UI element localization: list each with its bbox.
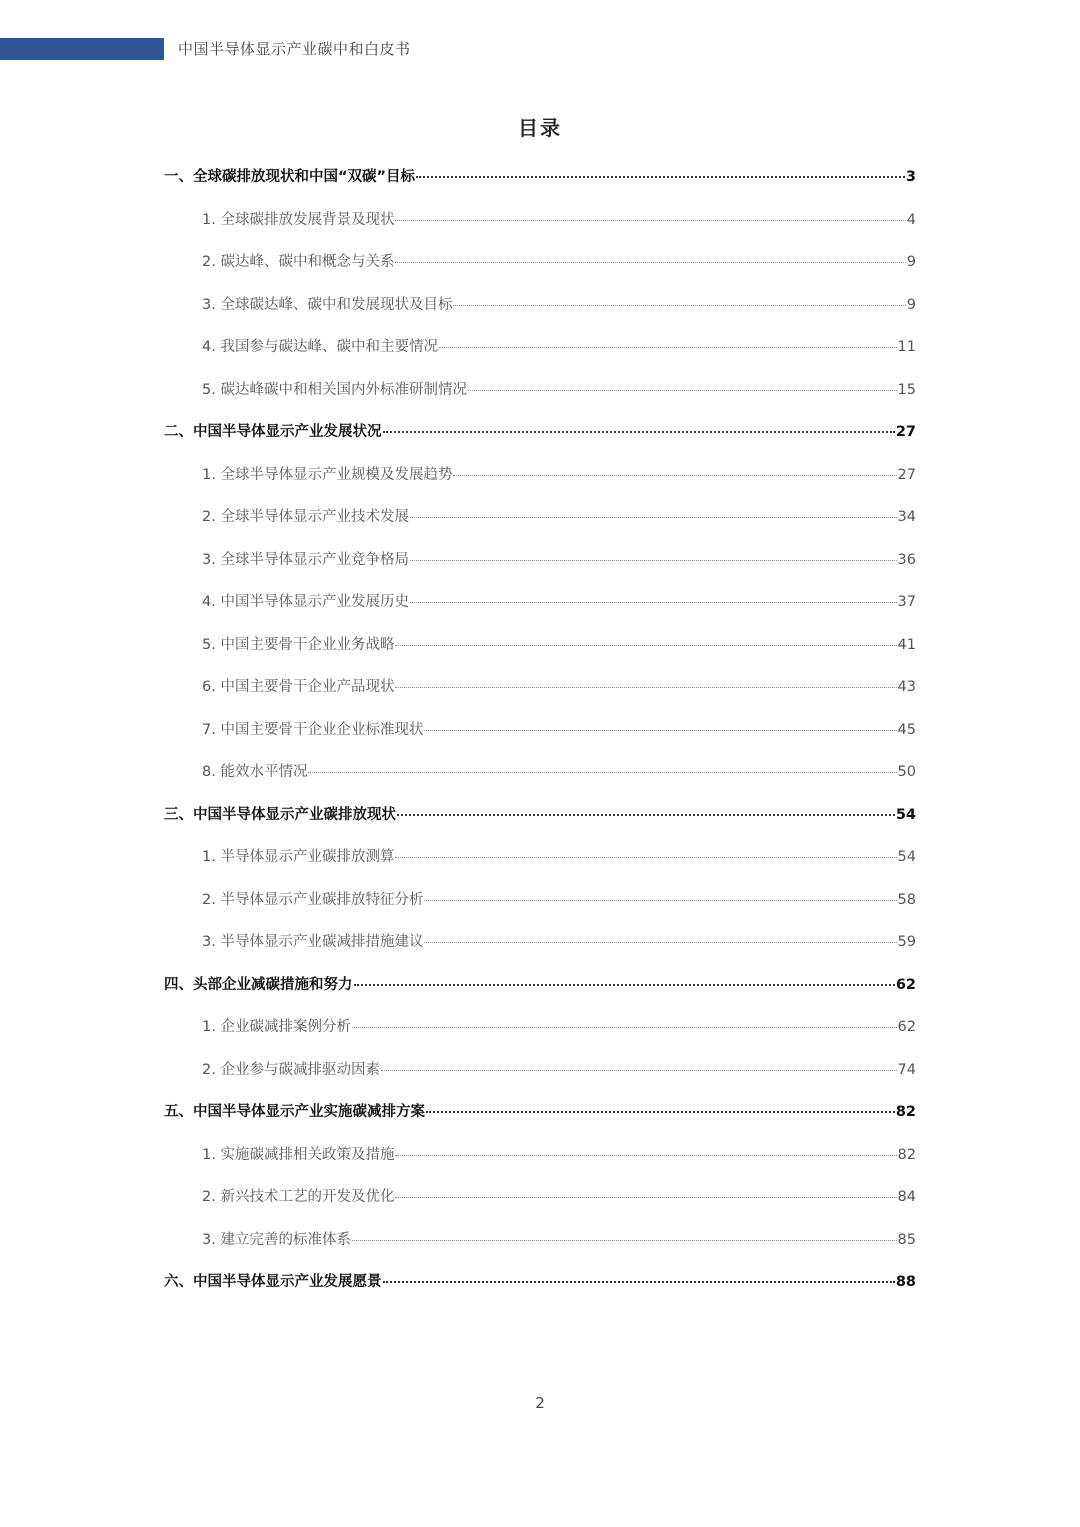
- toc-dot-leader: [395, 644, 896, 646]
- toc-entry-page-number: 36: [897, 551, 916, 568]
- toc-entry-page-number: 9: [906, 254, 916, 270]
- toc-entry-page-number: 34: [897, 509, 916, 525]
- toc-section-entry[interactable]: [164, 719, 916, 762]
- toc-entry-page-number: 54: [897, 849, 916, 865]
- toc-dot-leader: [397, 813, 895, 816]
- toc-dot-leader: [410, 516, 897, 518]
- toc-entry-page-number: 3: [905, 169, 916, 185]
- toc-entry-label: 3. 全球碳达峰、碳中和发展现状及目标: [202, 296, 453, 313]
- toc-entry-label: 8. 能效水平情况: [202, 764, 308, 780]
- toc-section-entry[interactable]: [164, 846, 916, 889]
- toc-dot-leader: [468, 389, 897, 391]
- toc-entry-page-number: 27: [895, 424, 916, 440]
- toc-dot-leader: [395, 1196, 896, 1198]
- toc-dot-leader: [424, 899, 896, 901]
- toc-section-entry[interactable]: [164, 209, 916, 252]
- toc-entry-page-number: 59: [897, 934, 916, 950]
- toc-entry-label: 5. 碳达峰碳中和相关国内外标准研制情况: [202, 381, 467, 398]
- toc-entry-page-number: 4: [906, 211, 916, 228]
- toc-chapter-entry[interactable]: [164, 804, 916, 847]
- toc-entry-label: 三、中国半导体显示产业碳排放现状: [164, 806, 396, 823]
- toc-entry-label: 1. 企业碳减排案例分析: [202, 1019, 351, 1035]
- toc-entry-label: 2. 半导体显示产业碳排放特征分析: [202, 891, 424, 908]
- toc-entry-page-number: 45: [897, 721, 916, 738]
- toc-entry-page-number: 85: [897, 1231, 916, 1248]
- toc-dot-leader: [395, 856, 896, 858]
- toc-entry-page-number: 84: [897, 1189, 916, 1205]
- toc-dot-leader: [395, 261, 905, 263]
- toc-dot-leader: [424, 941, 896, 943]
- toc-entry-label: 四、头部企业减碳措施和努力: [164, 976, 353, 993]
- toc-dot-leader: [383, 1280, 895, 1283]
- toc-entry-label: 1. 全球半导体显示产业规模及发展趋势: [202, 466, 453, 483]
- toc-chapter-entry[interactable]: [164, 1101, 916, 1144]
- toc-entry-page-number: 15: [897, 381, 916, 398]
- toc-entry-label: 3. 半导体显示产业碳减排措施建议: [202, 934, 424, 950]
- toc-dot-leader: [308, 771, 896, 773]
- toc-entry-label: 5. 中国主要骨干企业业务战略: [202, 636, 395, 653]
- toc-section-entry[interactable]: [164, 591, 916, 634]
- header-accent-bar: [0, 38, 164, 60]
- toc-dot-leader: [410, 601, 897, 603]
- toc-entry-label: 2. 新兴技术工艺的开发及优化: [202, 1189, 395, 1205]
- toc-section-entry[interactable]: [164, 1229, 916, 1272]
- toc-entry-page-number: 27: [897, 466, 916, 483]
- toc-entry-page-number: 82: [897, 1146, 916, 1163]
- toc-entry-page-number: 50: [897, 764, 916, 780]
- toc-dot-leader: [383, 430, 895, 433]
- toc-entry-label: 六、中国半导体显示产业发展愿景: [164, 1274, 382, 1290]
- toc-section-entry[interactable]: [164, 464, 916, 507]
- toc-entry-label: 二、中国半导体显示产业发展状况: [164, 424, 382, 440]
- toc-entry-label: 3. 建立完善的标准体系: [202, 1231, 351, 1248]
- toc-title: 目录: [518, 116, 562, 140]
- toc-entry-label: 2. 全球半导体显示产业技术发展: [202, 509, 409, 525]
- toc-entry-label: 2. 企业参与碳减排驱动因素: [202, 1061, 380, 1078]
- toc-entry-label: 6. 中国主要骨干企业产品现状: [202, 679, 395, 695]
- toc-section-entry[interactable]: [164, 1059, 916, 1102]
- toc-entry-label: 4. 我国参与碳达峰、碳中和主要情况: [202, 339, 438, 355]
- toc-entry-label: 五、中国半导体显示产业实施碳减排方案: [164, 1104, 425, 1120]
- toc-section-entry[interactable]: [164, 931, 916, 974]
- toc-section-entry[interactable]: [164, 379, 916, 422]
- toc-dot-leader: [426, 1110, 895, 1113]
- toc-dot-leader: [424, 729, 896, 731]
- toc-dot-leader: [453, 304, 905, 306]
- toc-dot-leader: [395, 219, 905, 221]
- toc-entry-label: 4. 中国半导体显示产业发展历史: [202, 594, 409, 610]
- toc-entry-label: 7. 中国主要骨干企业企业标准现状: [202, 721, 424, 738]
- toc-section-entry[interactable]: [164, 1186, 916, 1229]
- toc-dot-leader: [410, 559, 897, 561]
- toc-entry-page-number: 41: [897, 636, 916, 653]
- toc-entry-label: 3. 全球半导体显示产业竞争格局: [202, 551, 409, 568]
- toc-entry-page-number: 43: [897, 679, 916, 695]
- toc-chapter-entry[interactable]: [164, 421, 916, 464]
- toc-entry-page-number: 54: [895, 806, 916, 823]
- toc-chapter-entry[interactable]: [164, 166, 916, 209]
- toc-section-entry[interactable]: [164, 294, 916, 337]
- toc-entry-page-number: 88: [895, 1274, 916, 1290]
- toc-dot-leader: [352, 1239, 897, 1241]
- toc-entry-page-number: 62: [897, 1019, 916, 1035]
- toc-dot-leader: [416, 175, 905, 178]
- toc-entry-page-number: 11: [897, 339, 916, 355]
- toc-section-entry[interactable]: [164, 634, 916, 677]
- toc-section-entry[interactable]: [164, 889, 916, 932]
- toc-section-entry[interactable]: [164, 1144, 916, 1187]
- page-number: 2: [535, 1394, 545, 1412]
- toc-entry-label: 1. 全球碳排放发展背景及现状: [202, 211, 395, 228]
- toc-dot-leader: [381, 1069, 897, 1071]
- toc-entry-page-number: 37: [897, 594, 916, 610]
- toc-entry-label: 2. 碳达峰、碳中和概念与关系: [202, 254, 395, 270]
- toc-dot-leader: [395, 1154, 896, 1156]
- document-header-title: 中国半导体显示产业碳中和白皮书: [178, 40, 411, 58]
- toc-chapter-entry[interactable]: [164, 974, 916, 1017]
- toc-dot-leader: [453, 474, 896, 476]
- toc-dot-leader: [354, 983, 895, 986]
- toc-entry-page-number: 58: [897, 891, 916, 908]
- toc-entry-page-number: 74: [897, 1061, 916, 1078]
- toc-section-entry[interactable]: [164, 506, 916, 549]
- toc-chapter-entry[interactable]: [164, 1271, 916, 1314]
- table-of-contents: [164, 166, 916, 1314]
- toc-section-entry[interactable]: [164, 761, 916, 804]
- toc-dot-leader: [352, 1026, 897, 1028]
- toc-entry-label: 1. 半导体显示产业碳排放测算: [202, 849, 395, 865]
- toc-entry-page-number: 62: [895, 976, 916, 993]
- toc-entry-label: 1. 实施碳减排相关政策及措施: [202, 1146, 395, 1163]
- toc-entry-page-number: 82: [895, 1104, 916, 1120]
- toc-entry-label: 一、全球碳排放现状和中国“双碳”目标: [164, 169, 416, 185]
- toc-section-entry[interactable]: [164, 336, 916, 379]
- toc-dot-leader: [395, 686, 896, 688]
- toc-dot-leader: [439, 346, 897, 348]
- toc-section-entry[interactable]: [164, 251, 916, 294]
- toc-section-entry[interactable]: [164, 1016, 916, 1059]
- toc-section-entry[interactable]: [164, 549, 916, 592]
- toc-entry-page-number: 9: [906, 296, 916, 313]
- toc-section-entry[interactable]: [164, 676, 916, 719]
